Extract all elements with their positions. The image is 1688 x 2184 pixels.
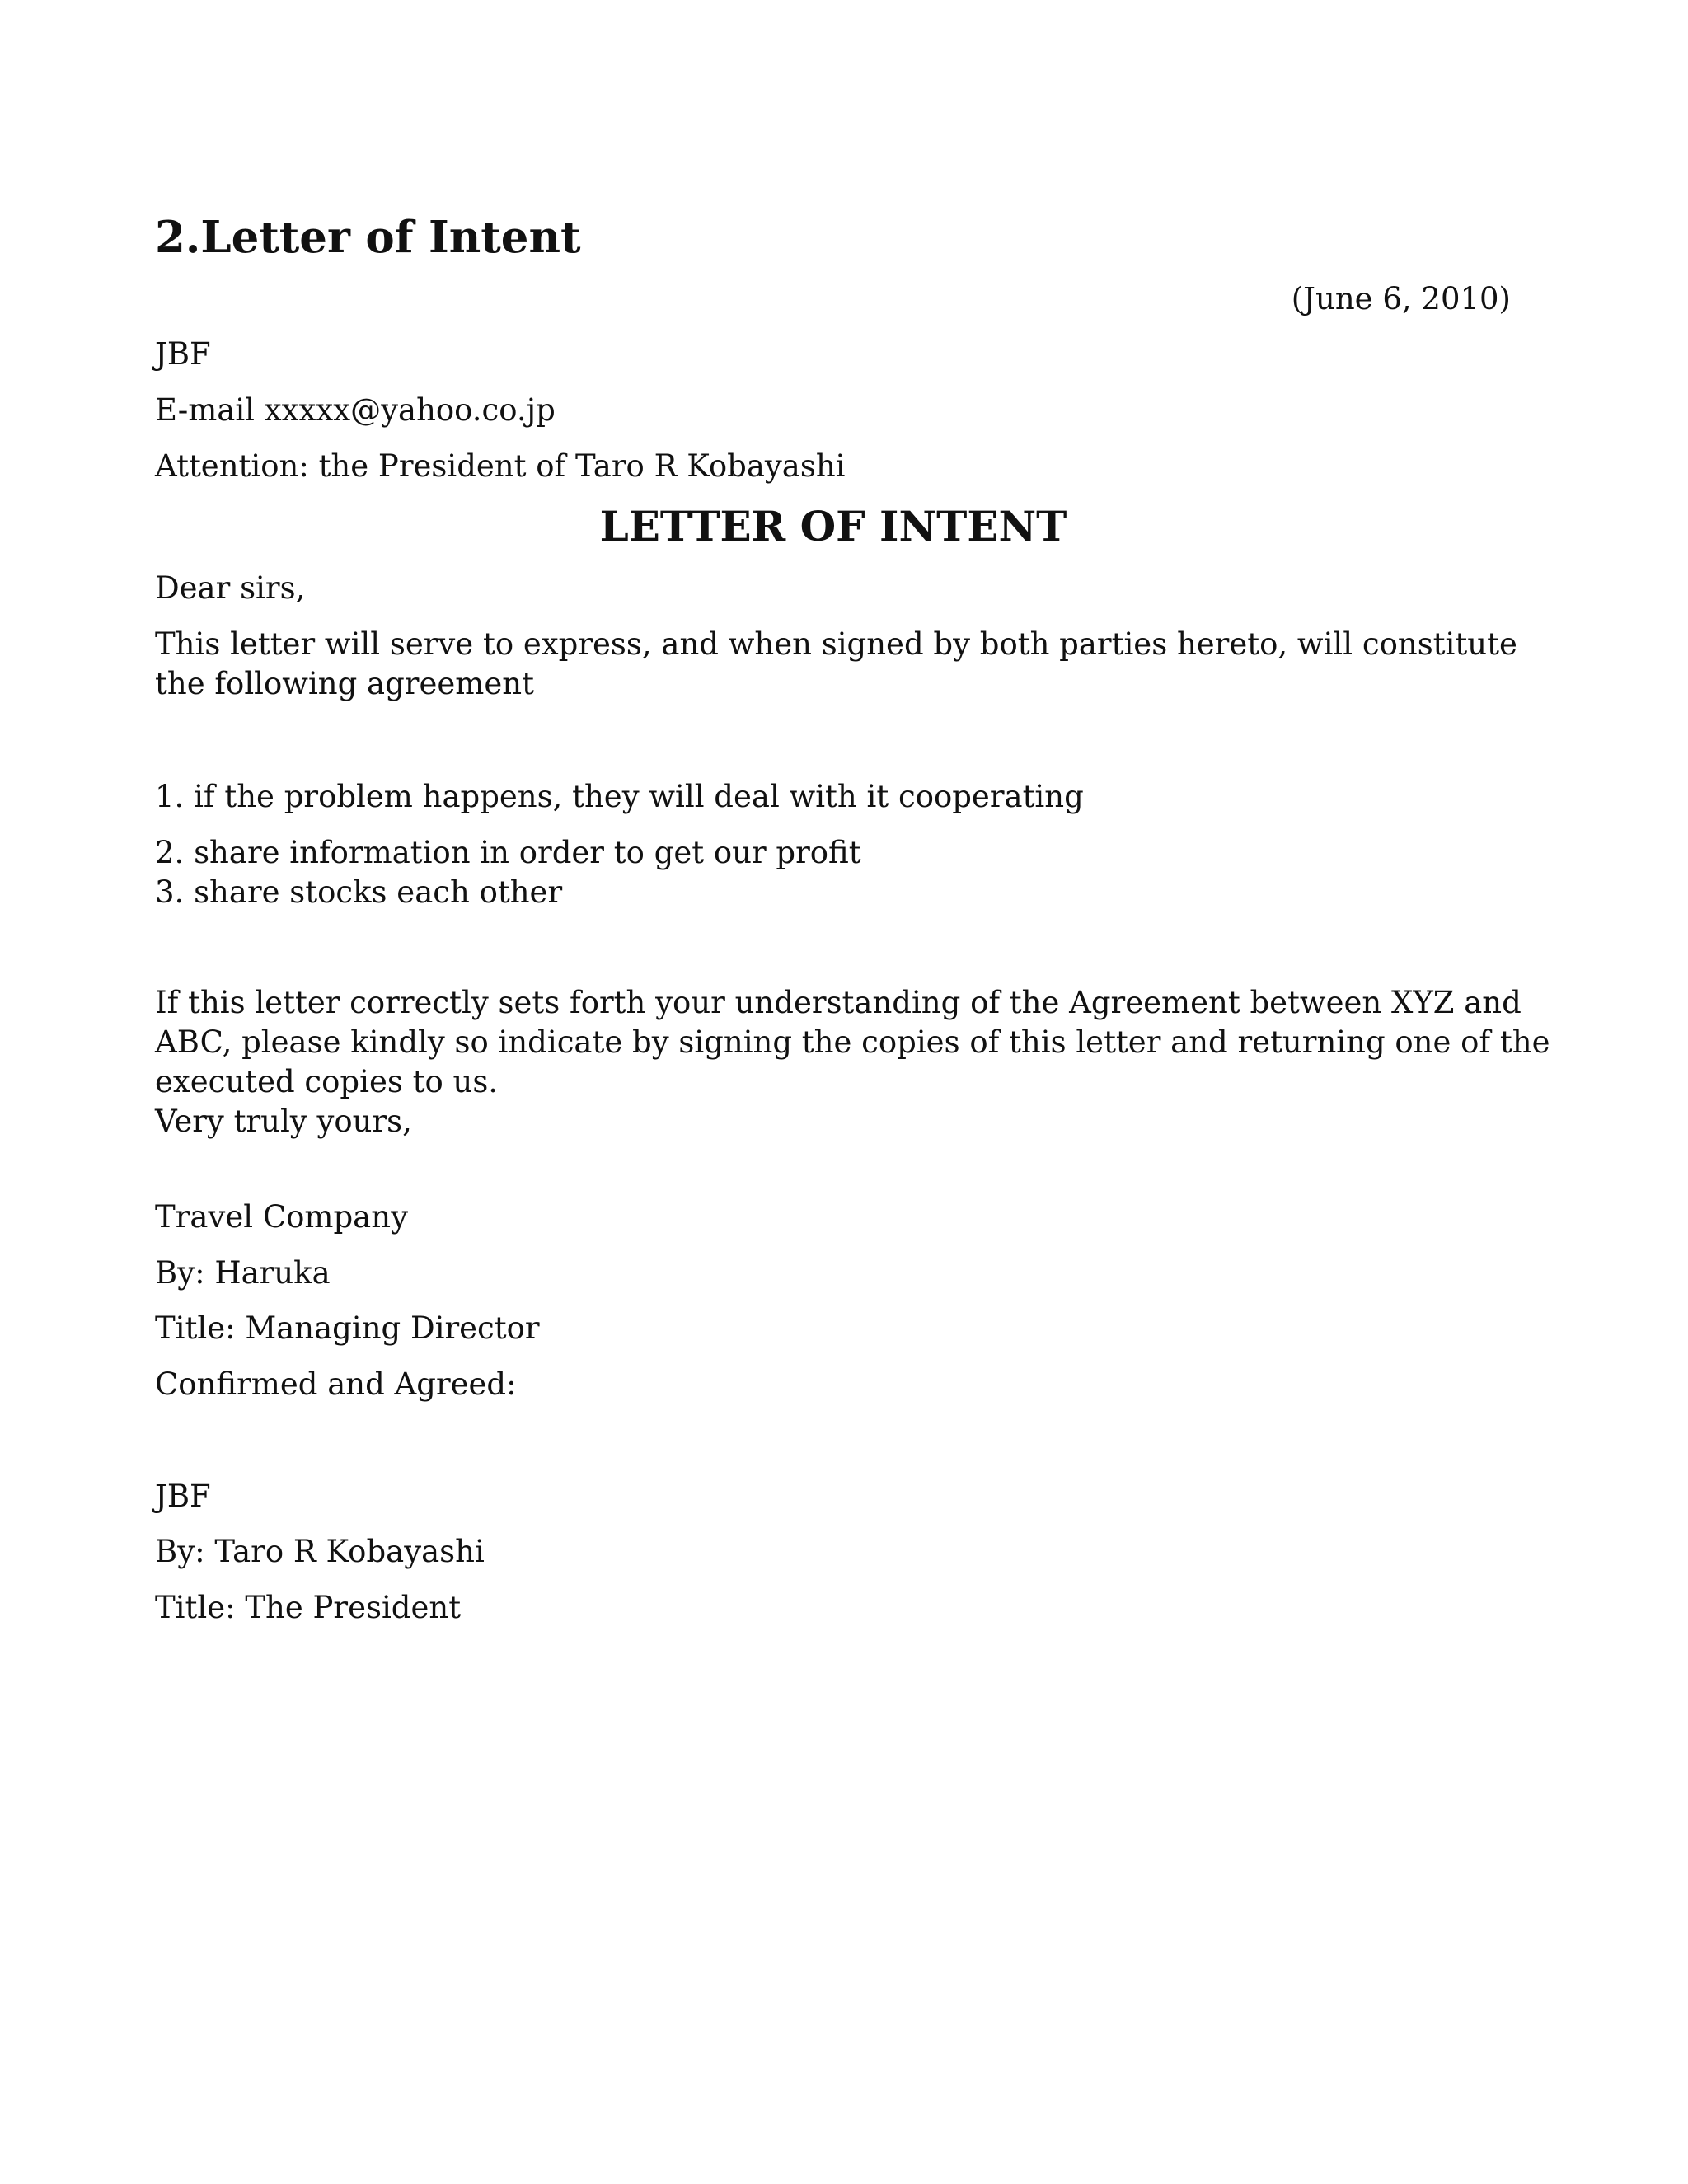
list-item: 2. share information in order to get our profit — [155, 835, 861, 870]
intro-line-1: This letter will serve to express, and when signed by both parties hereto, will constitute — [155, 626, 1517, 662]
intro-line-2: the following agreement — [155, 666, 534, 701]
section-title: 2.Letter of Intent — [155, 212, 581, 263]
salutation: Dear sirs, — [155, 570, 306, 606]
counterparty-title: Title: The President — [155, 1590, 462, 1625]
sender-by: By: Haruka — [155, 1255, 331, 1291]
confirmation-label: Confirmed and Agreed: — [155, 1366, 517, 1402]
letter-date: (June 6, 2010) — [1291, 281, 1511, 316]
valediction: Very truly yours, — [155, 1104, 412, 1139]
counterparty-by: By: Taro R Kobayashi — [155, 1534, 485, 1569]
sender-title: Title: Managing Director — [155, 1310, 540, 1346]
letter-heading: LETTER OF INTENT — [599, 502, 1067, 551]
recipient-company: JBF — [155, 336, 211, 372]
list-item: 3. share stocks each other — [155, 874, 563, 910]
recipient-attention: Attention: the President of Taro R Kobayashi — [155, 448, 846, 484]
recipient-email: E-mail xxxxx@yahoo.co.jp — [155, 392, 556, 428]
closing-line-3: executed copies to us. — [155, 1064, 499, 1099]
sender-company: Travel Company — [155, 1199, 408, 1235]
closing-line-2: ABC, please kindly so indicate by signing the copies of this letter and returning one of the — [155, 1024, 1550, 1060]
counterparty-company: JBF — [155, 1479, 211, 1514]
list-item: 1. if the problem happens, they will deal with it cooperating — [155, 779, 1084, 814]
closing-line-1: If this letter correctly sets forth your understanding of the Agreement between XYZ and — [155, 985, 1522, 1020]
